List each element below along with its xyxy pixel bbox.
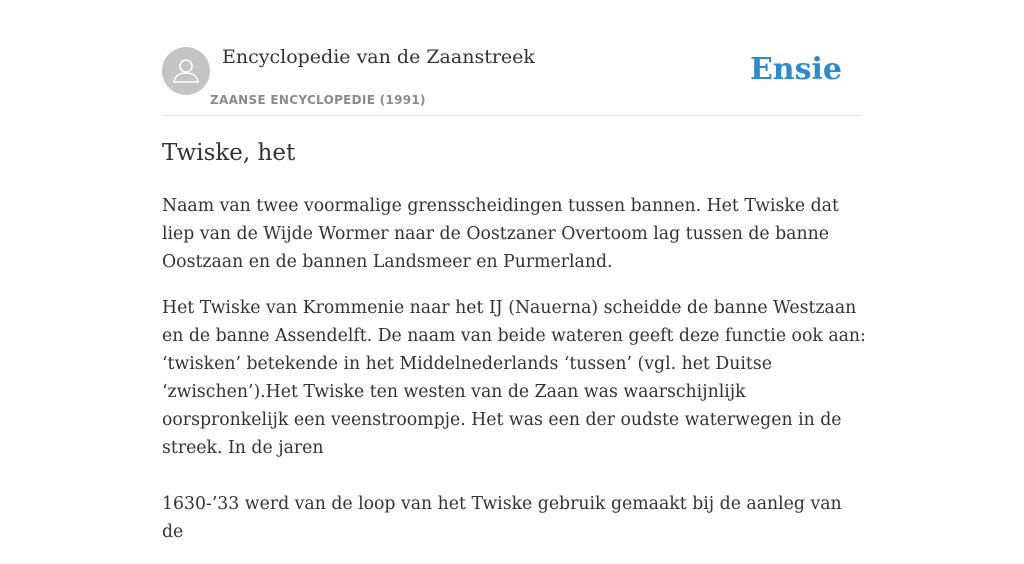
paragraph: Naam van twee voormalige grensscheidingen tussen bannen. Het Twiske dat liep van de Wijde Wormer naar de Oostzaner Overtoom lag tussen de banne Oostzaan en de bannen Landsmeer en Purmerland. [162, 196, 839, 272]
paragraph: 1630-’33 werd van de loop van het Twiske gebruik gemaakt bij de aanleg van de [162, 494, 842, 542]
ensie-logo[interactable]: Ensie [749, 52, 842, 87]
user-icon[interactable] [162, 47, 210, 95]
source-subtitle[interactable]: ZAANSE ENCYCLOPEDIE (1991) [210, 93, 426, 107]
paragraph: Het Twiske van Krommenie naar het IJ (Nauerna) scheidde de banne Westzaan en de banne Assendelft. De naam van beide wateren geeft deze functie ook aan: ‘twisken’ betekende in het Middelnederlands ‘tussen’ (vgl. het Duitse ‘zwischen’).Het Twiske ten westen van de Zaan was waarschijnlijk oorspronkelijk een veenstroompje. Het was een der oudste waterwegen in de streek. In de jaren [162, 298, 866, 458]
article-body [162, 192, 868, 564]
source-header [162, 40, 862, 116]
article-title: Twiske, het [162, 140, 296, 166]
source-title[interactable]: Encyclopedie van de Zaanstreek [222, 46, 535, 68]
